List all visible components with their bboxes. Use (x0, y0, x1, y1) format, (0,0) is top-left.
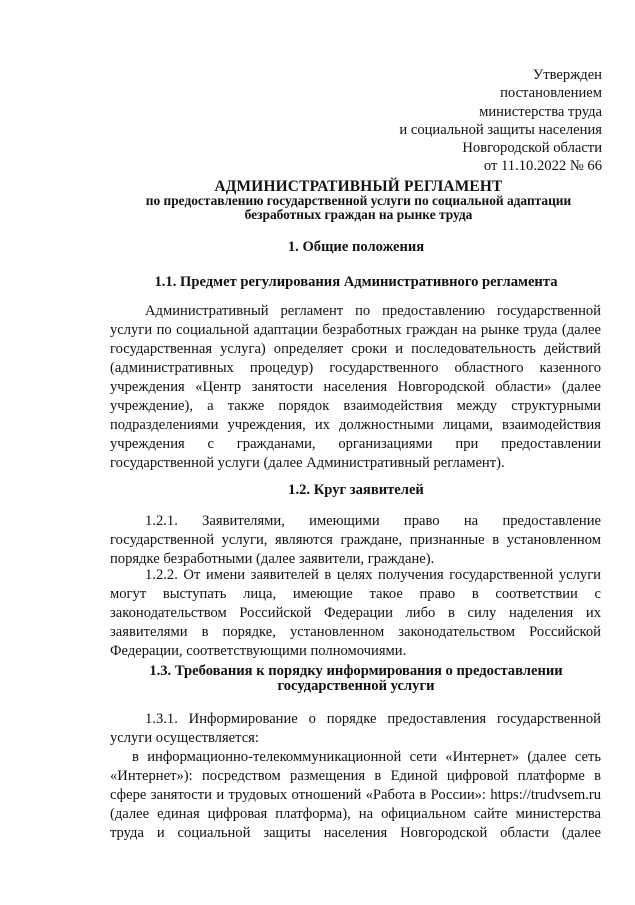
text-line: учреждение), а также порядок взаимодействия между структурными (110, 398, 601, 414)
text-line: законодательством Российской Федерации либо в силу наделения их (110, 605, 601, 621)
approval-stamp (399, 66, 602, 176)
text-line: подразделениями учреждения, их должностными лицами, взаимодействия (110, 417, 601, 433)
section-heading-1-3 (110, 664, 602, 694)
text-line: труда и социальной защиты населения Новгородской области (далее (110, 825, 601, 841)
section-heading-1-2: 1.2. Круг заявителей (288, 482, 424, 498)
text-line: услуги осуществляется: (110, 730, 259, 746)
approval-line: министерства труда (479, 103, 602, 120)
section-heading-1-1: 1.1. Предмет регулирования Административного регламента (154, 274, 558, 290)
text-line: (административных процедур) государственного областного казенного (110, 360, 601, 376)
text-line: услуги по социальной адаптации безработных граждан на рынке труда (далее (110, 322, 601, 338)
text-line: 1.3.1. Информирование о порядке предоставления государственной (145, 711, 601, 727)
title-sub-line: безработных граждан на рынке труда (244, 207, 473, 222)
heading-line: 1.3. Требования к порядку информирования о предоставлении (149, 663, 563, 679)
section-heading-1: 1. Общие положения (287, 239, 425, 255)
text-line: заявителями в порядке, установленном законодательством Российской (110, 624, 601, 640)
approval-line: Утвержден (532, 67, 602, 83)
text-line: государственной услуги (далее Административный регламент). (110, 455, 505, 471)
heading-line: государственной услуги (277, 678, 435, 694)
document-title (110, 180, 607, 222)
text-line: государственной услуги, являются граждане, признанные в установленном (110, 532, 601, 548)
text-line: Административный регламент по предоставлению государственной (145, 303, 601, 319)
approval-line: от 11.10.2022 № 66 (483, 158, 602, 175)
approval-line: постановлением (500, 85, 602, 102)
text-line: в информационно-телекоммуникационной сети «Интернет» (далее сеть (132, 749, 601, 765)
text-line: порядке безработными (далее заявители, граждане). (110, 551, 435, 567)
approval-line: и социальной защиты населения (399, 121, 602, 138)
text-line: государственная услуга) определяет сроки и последовательность действий (110, 341, 601, 357)
text-line: 1.2.2. От имени заявителей в целях получения государственной услуги (145, 567, 601, 583)
paragraph-1-2-1 (110, 512, 601, 569)
text-line: (далее единая цифровая платформа), на официальном сайте министерства (110, 806, 601, 822)
text-line: учреждения с гражданами, организациями при предоставлении (110, 436, 601, 452)
approval-line: Новгородской области (462, 140, 602, 157)
text-line: учреждения «Центр занятости населения Новгородской области» (далее (110, 379, 601, 395)
text-line: сфере занятости и трудовых отношений «Работа в России»: https://trudvsem.ru (110, 787, 601, 803)
paragraph-1-2-2 (110, 566, 601, 661)
text-line: «Интернет»): посредством размещения в Единой цифровой платформе в (110, 768, 601, 784)
title-sub-line: по предоставлению государственной услуги по социальной адаптации (145, 193, 572, 208)
paragraph-1-3-1 (110, 710, 601, 843)
paragraph-1-1 (110, 302, 601, 473)
text-line: 1.2.1. Заявителями, имеющими право на предоставление (145, 513, 601, 529)
text-line: могут выступать лица, имеющие такое право в соответствии с (110, 586, 601, 602)
title-main: АДМИНИСТРАТИВНЫЙ РЕГЛАМЕНТ (214, 178, 503, 195)
text-line: Федерации, соответствующими полномочиями. (110, 643, 407, 659)
